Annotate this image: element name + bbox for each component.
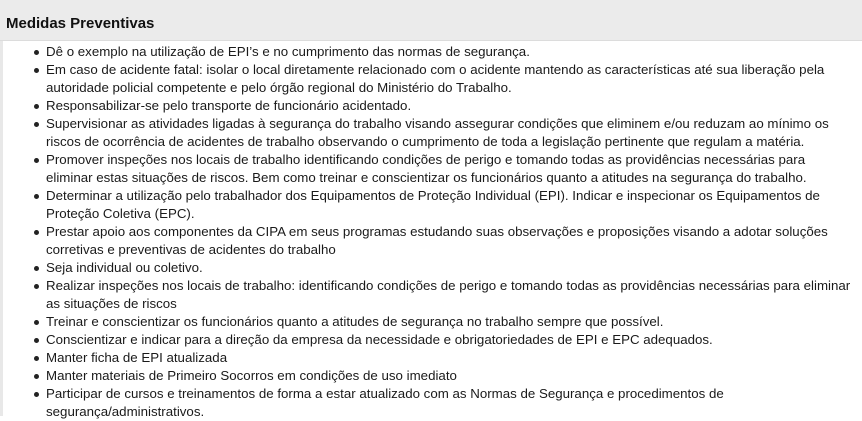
list-item: Dê o exemplo na utilização de EPI’s e no cumprimento das normas de segurança. (46, 43, 851, 61)
list-item: Realizar inspeções nos locais de trabalho: identificando condições de perigo e tomando todas as providências necessárias para eliminar as situações de riscos (46, 278, 851, 311)
list-item: Manter materiais de Primeiro Socorros em condições de uso imediato (46, 367, 851, 385)
measures-list (3, 41, 851, 421)
panel-body (0, 41, 862, 419)
list-item: Participar de cursos e treinamentos de forma a estar atualizado com as Normas de Segurança e procedimentos de segurança/administrativos. (46, 385, 851, 421)
list-item: Treinar e conscientizar os funcionários quanto a atitudes de segurança no trabalho sempre que possível. (46, 313, 851, 331)
list-item: Determinar a utilização pelo trabalhador dos Equipamentos de Proteção Individual (EPI). Indicar e inspecionar os Equipamentos de Proteção Coletiva (EPC). (46, 187, 851, 223)
list-item: Supervisionar as atividades ligadas à segurança do trabalho visando assegurar condições que eliminem e/ou reduzam ao mínimo os riscos de ocorrência de acidentes de trabalho observando o cumprimento de toda a legislação pertinente que regulam a matéria. (46, 115, 851, 151)
panel-title: Medidas Preventivas (6, 15, 155, 32)
list-item: Prestar apoio aos componentes da CIPA em seus programas estudando suas observações e proposições visando a adotar soluções corretivas e preventivas de acidentes do trabalho (46, 223, 851, 259)
list-item: Conscientizar e indicar para a direção da empresa da necessidade e obrigatoriedades de EPI e EPC adequados. (46, 331, 851, 349)
list-item: Responsabilizar-se pelo transporte de funcionário acidentado. (46, 97, 851, 115)
list-item: Seja individual ou coletivo. (46, 259, 851, 277)
list-item: Em caso de acidente fatal: isolar o local diretamente relacionado com o acidente mantendo as características até sua liberação pela autoridade policial competente e pelo órgão regional do Ministério do Trabalho. (46, 61, 851, 97)
list-item: Promover inspeções nos locais de trabalho identificando condições de perigo e tomando todas as providências necessárias para eliminar estas situações de riscos. Bem como treinar e conscientizar os funcionários quanto a atitudes na segurança do trabalho. (46, 151, 851, 187)
list-item: Manter ficha de EPI atualizada (46, 349, 851, 367)
panel-header (0, 0, 862, 41)
